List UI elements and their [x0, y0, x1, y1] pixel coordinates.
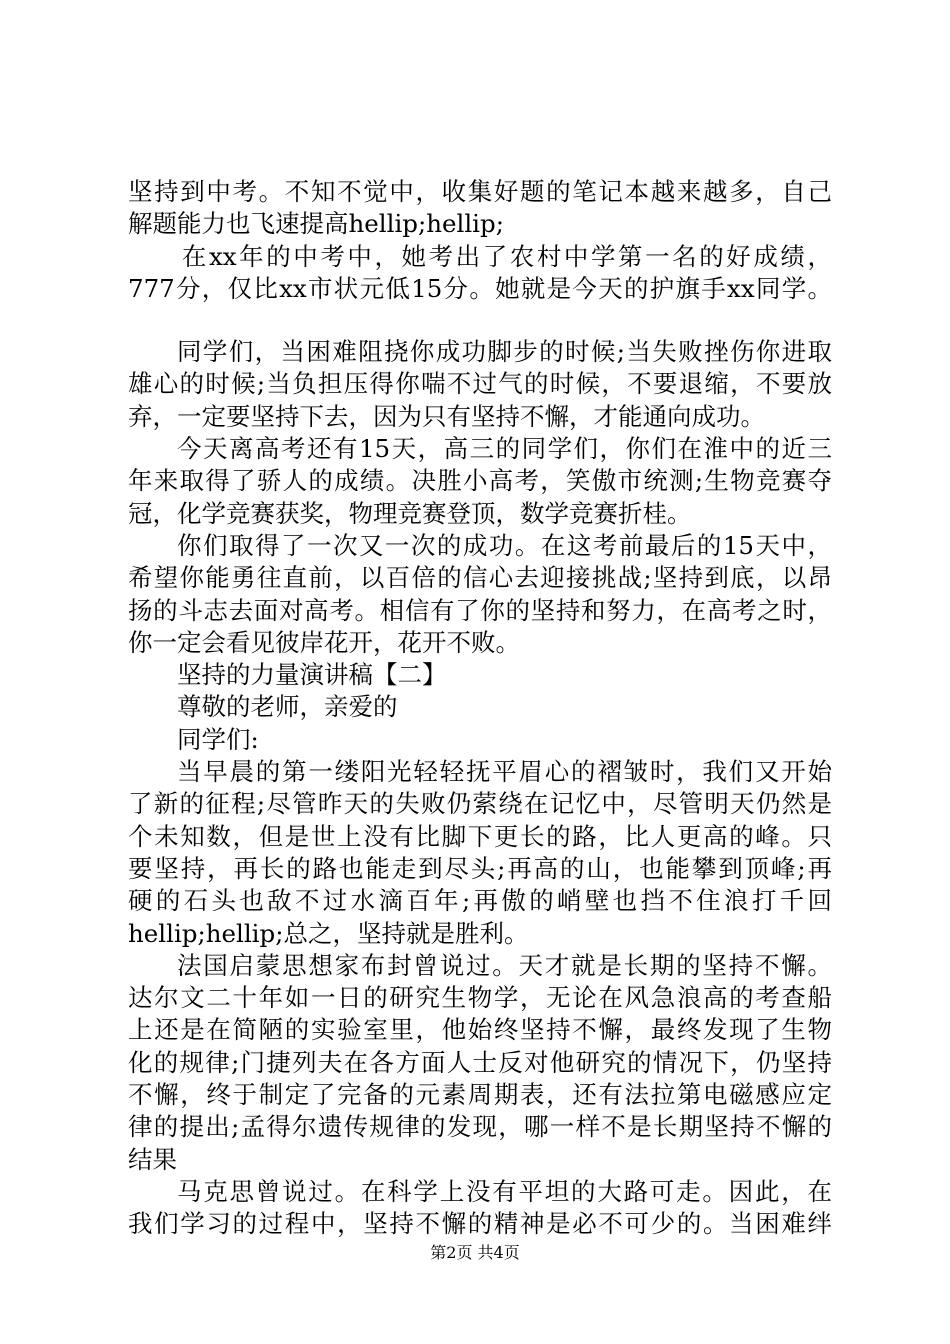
- text-line: 我们学习的过程中，坚持不懈的精神是必不可少的。当困难绊: [128, 1209, 832, 1239]
- text-line: 达尔文二十年如一日的研究生物学，无论在风急浪高的考查船: [128, 983, 832, 1013]
- page-footer: 第2页 共4页: [430, 1243, 520, 1262]
- text-line: 不懈，终于制定了完备的元素周期表，还有法拉第电磁感应定: [128, 1080, 832, 1110]
- text-line: 777分，仅比xx市状元低15分。她就是今天的护旗手xx同学。: [128, 273, 832, 303]
- text-line: 化的规律;门捷列夫在各方面人士反对他研究的情况下，仍坚持: [128, 1047, 832, 1077]
- text-line: 解题能力也飞速提高hellip;hellip;: [128, 209, 504, 239]
- text-line: 希望你能勇往直前，以百倍的信心去迎接挑战;坚持到底，以昂: [128, 563, 832, 593]
- text-line: 要坚持，再长的路也能走到尽头;再高的山，也能攀到顶峰;再: [128, 853, 832, 883]
- text-line: 年来取得了骄人的成绩。决胜小高考，笑傲市统测;生物竞赛夺: [128, 466, 832, 496]
- text-line: 坚持到中考。不知不觉中，收集好题的笔记本越来越多，自己: [128, 177, 832, 206]
- text-line: 了新的征程;尽管昨天的失败仍萦绕在记忆中，尽管明天仍然是: [128, 789, 832, 819]
- text-line: 律的提出;孟得尔遗传规律的发现，哪一样不是长期坚持不懈的: [128, 1112, 832, 1142]
- text-line: 冠，化学竞赛获奖，物理竞赛登顶，数学竞赛折桂。: [128, 498, 692, 528]
- text-line: 同学们:: [177, 724, 259, 754]
- text-line: 当早晨的第一缕阳光轻轻抚平眉心的褶皱时，我们又开始: [177, 757, 832, 787]
- text-line: 尊敬的老师，亲爱的: [177, 692, 398, 722]
- text-line: hellip;hellip;总之，坚持就是胜利。: [128, 918, 529, 948]
- text-line: 硬的石头也敌不过水滴百年;再傲的峭壁也挡不住浪打千回: [128, 886, 832, 916]
- paragraph-gap: [128, 305, 832, 336]
- text-line: 扬的斗志去面对高考。相信有了你的坚持和努力，在高考之时，: [128, 595, 832, 625]
- text-line: 在xx年的中考中，她考出了农村中学第一名的好成绩，: [181, 241, 832, 271]
- document-body: [128, 176, 832, 1241]
- text-line: 个未知数，但是世上没有比脚下更长的路，比人更高的峰。只: [128, 821, 832, 851]
- text-line: 上还是在简陋的实验室里，他始终坚持不懈，最终发现了生物: [128, 1015, 832, 1045]
- text-line: 今天离高考还有15天，高三的同学们，你们在淮中的近三: [177, 434, 832, 464]
- text-line: 坚持的力量演讲稿【二】: [177, 660, 447, 690]
- text-line: 法国启蒙思想家布封曾说过。天才就是长期的坚持不懈。: [177, 950, 832, 980]
- text-line: 同学们，当困难阻挠你成功脚步的时候;当失败挫伤你进取: [177, 337, 832, 367]
- text-line: 雄心的时候;当负担压得你喘不过气的时候，不要退缩，不要放: [128, 369, 832, 399]
- text-line: 结果: [128, 1144, 177, 1174]
- text-line: 你一定会看见彼岸花开，花开不败。: [128, 627, 520, 657]
- text-line: 你们取得了一次又一次的成功。在这考前最后的15天中，: [177, 530, 832, 560]
- text-line: 马克思曾说过。在科学上没有平坦的大路可走。因此，在: [177, 1176, 832, 1206]
- text-line: 弃，一定要坚持下去，因为只有坚持不懈，才能通向成功。: [128, 401, 765, 431]
